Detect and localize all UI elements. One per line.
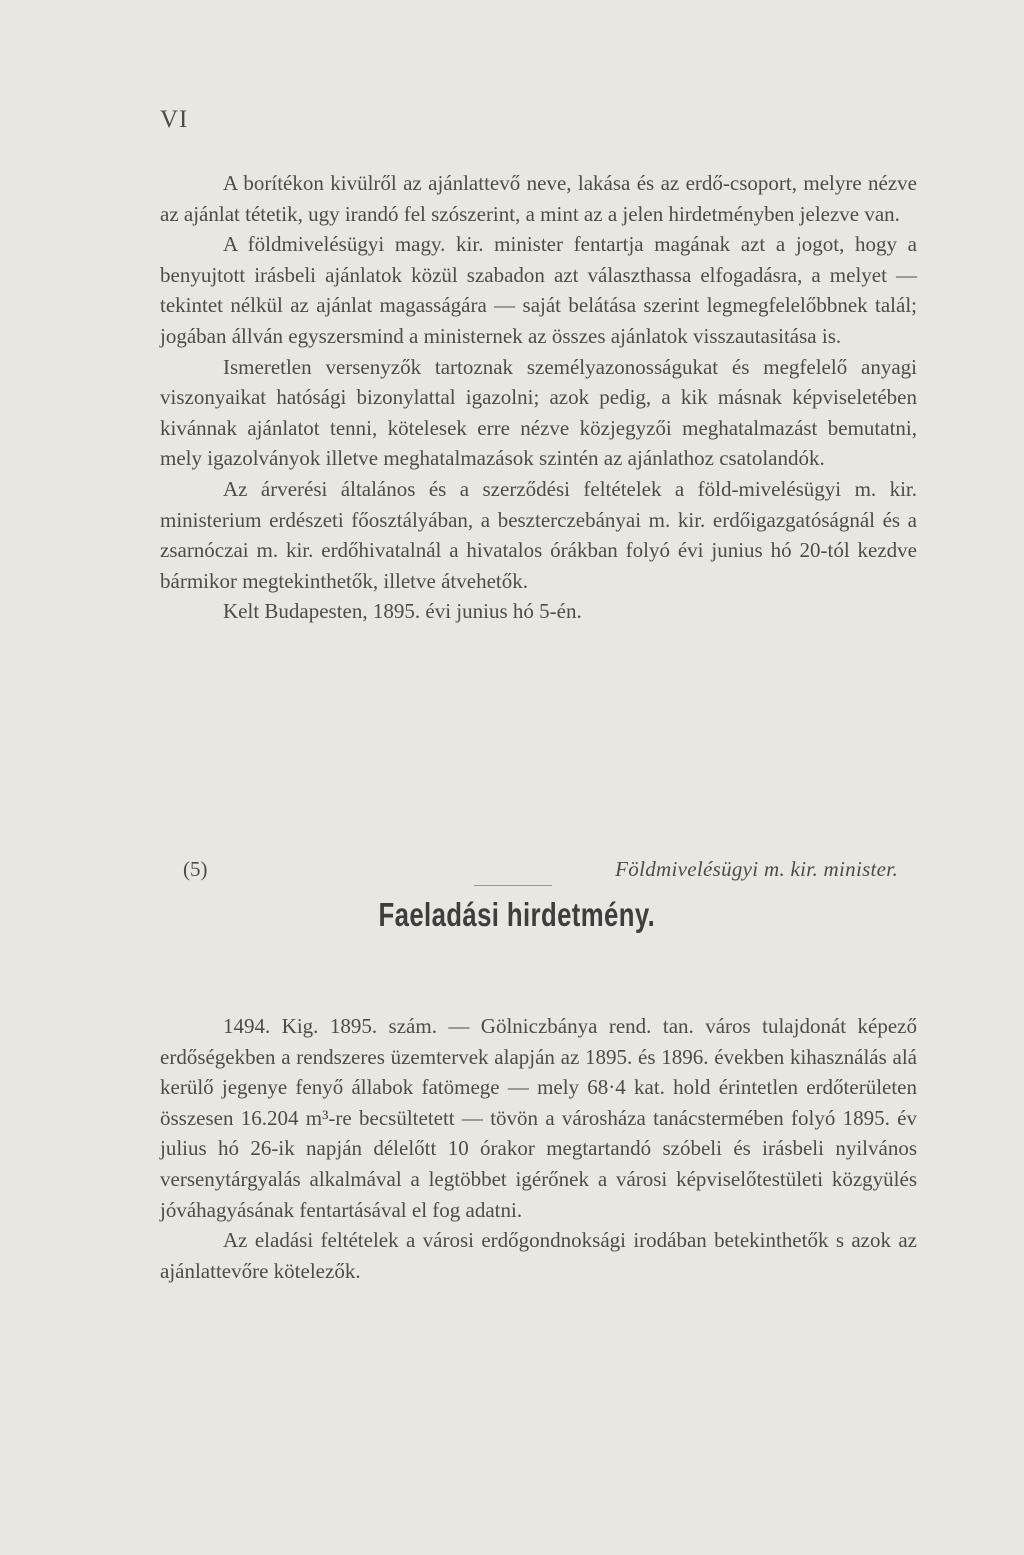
signature-name: Földmivelésügyi m. kir. minister. xyxy=(615,857,898,881)
announcement-body xyxy=(160,168,917,627)
page-number: VI xyxy=(160,106,189,133)
section-heading: Faeladási hirdetmény. xyxy=(378,896,656,933)
paragraph-identity: Ismeretlen versenyzők tartoznak személyazonosságukat és megfelelő anyagi viszonyaikat hatósági bizonylattal igazolni; azok pedig, a kik másnak képviseletében kivánnak ajánlatot tenni, kötelesek erre nézve közjegyzői meghatalmazást bemutatni, mely igazolványok illetve meghatalmazások szintén az ajánlathoz csatolandók. xyxy=(160,354,917,471)
paragraph-dateline: Kelt Budapesten, 1895. évi junius hó 5-én. xyxy=(223,599,582,624)
timber-sale-body xyxy=(160,1011,917,1286)
section-divider xyxy=(474,885,552,886)
signature-number: (5) xyxy=(183,857,208,881)
paragraph-sale-conditions: Az eladási feltételek a városi erdőgondnoksági irodában betekinthetők s azok az ajánlattevőre kötelezők. xyxy=(160,1228,917,1283)
paragraph-conditions: Az árverési általános és a szerződési feltételek a föld-mivelésügyi m. kir. ministerium erdészeti főosztályában, a beszterczebányai m. kir. erdőigazgatóságnál és a zsarnóczai m. kir. erdőhivatalnál a hivatalos órákban folyó évi junius hó 20-tól kezdve bármikor megtekinthetők, illetve átvehetők. xyxy=(160,476,917,593)
paragraph-timber-sale: 1494. Kig. 1895. szám. — Gölniczbánya rend. tan. város tulajdonát képező erdőségekben a rendszeres üzemtervek alapján az 1895. és 1896. években kihasználás alá kerülő jegenye fenyő állabok fatömege — mely 68·4 kat. hold érintetlen erdőterületen összesen 16.204 m³-re becsültetett — tövön a városháza tanácstermében folyó 1895. év julius hó 26-ik napján délelőtt 10 órakor megtartandó szóbeli és irásbeli nyilvános versenytárgyalás alkalmával a legtöbbet igérőnek a városi képviselőtestületi közgyülés jóváhagyásának fentartásával el fog adatni. xyxy=(160,1014,917,1222)
paragraph-envelope: A borítékon kivülről az ajánlattevő neve, lakása és az erdő-csoport, melyre nézve az ajánlat tétetik, ugy irandó fel szószerint, a mint az a jelen hirdetményben jelezve van. xyxy=(160,171,917,226)
paragraph-minister-rights: A földmivelésügyi magy. kir. minister fentartja magának azt a jogot, hogy a benyujtott irásbeli ajánlatok közül szabadon azt választhassa elfogadásra, a melyet — tekintet nélkül az ajánlat magasságára — saját belátása szerint legmegfelelőbbnek talál; jogában állván egyszersmind a ministernek az összes ajánlatok visszautasitása is. xyxy=(160,232,917,348)
